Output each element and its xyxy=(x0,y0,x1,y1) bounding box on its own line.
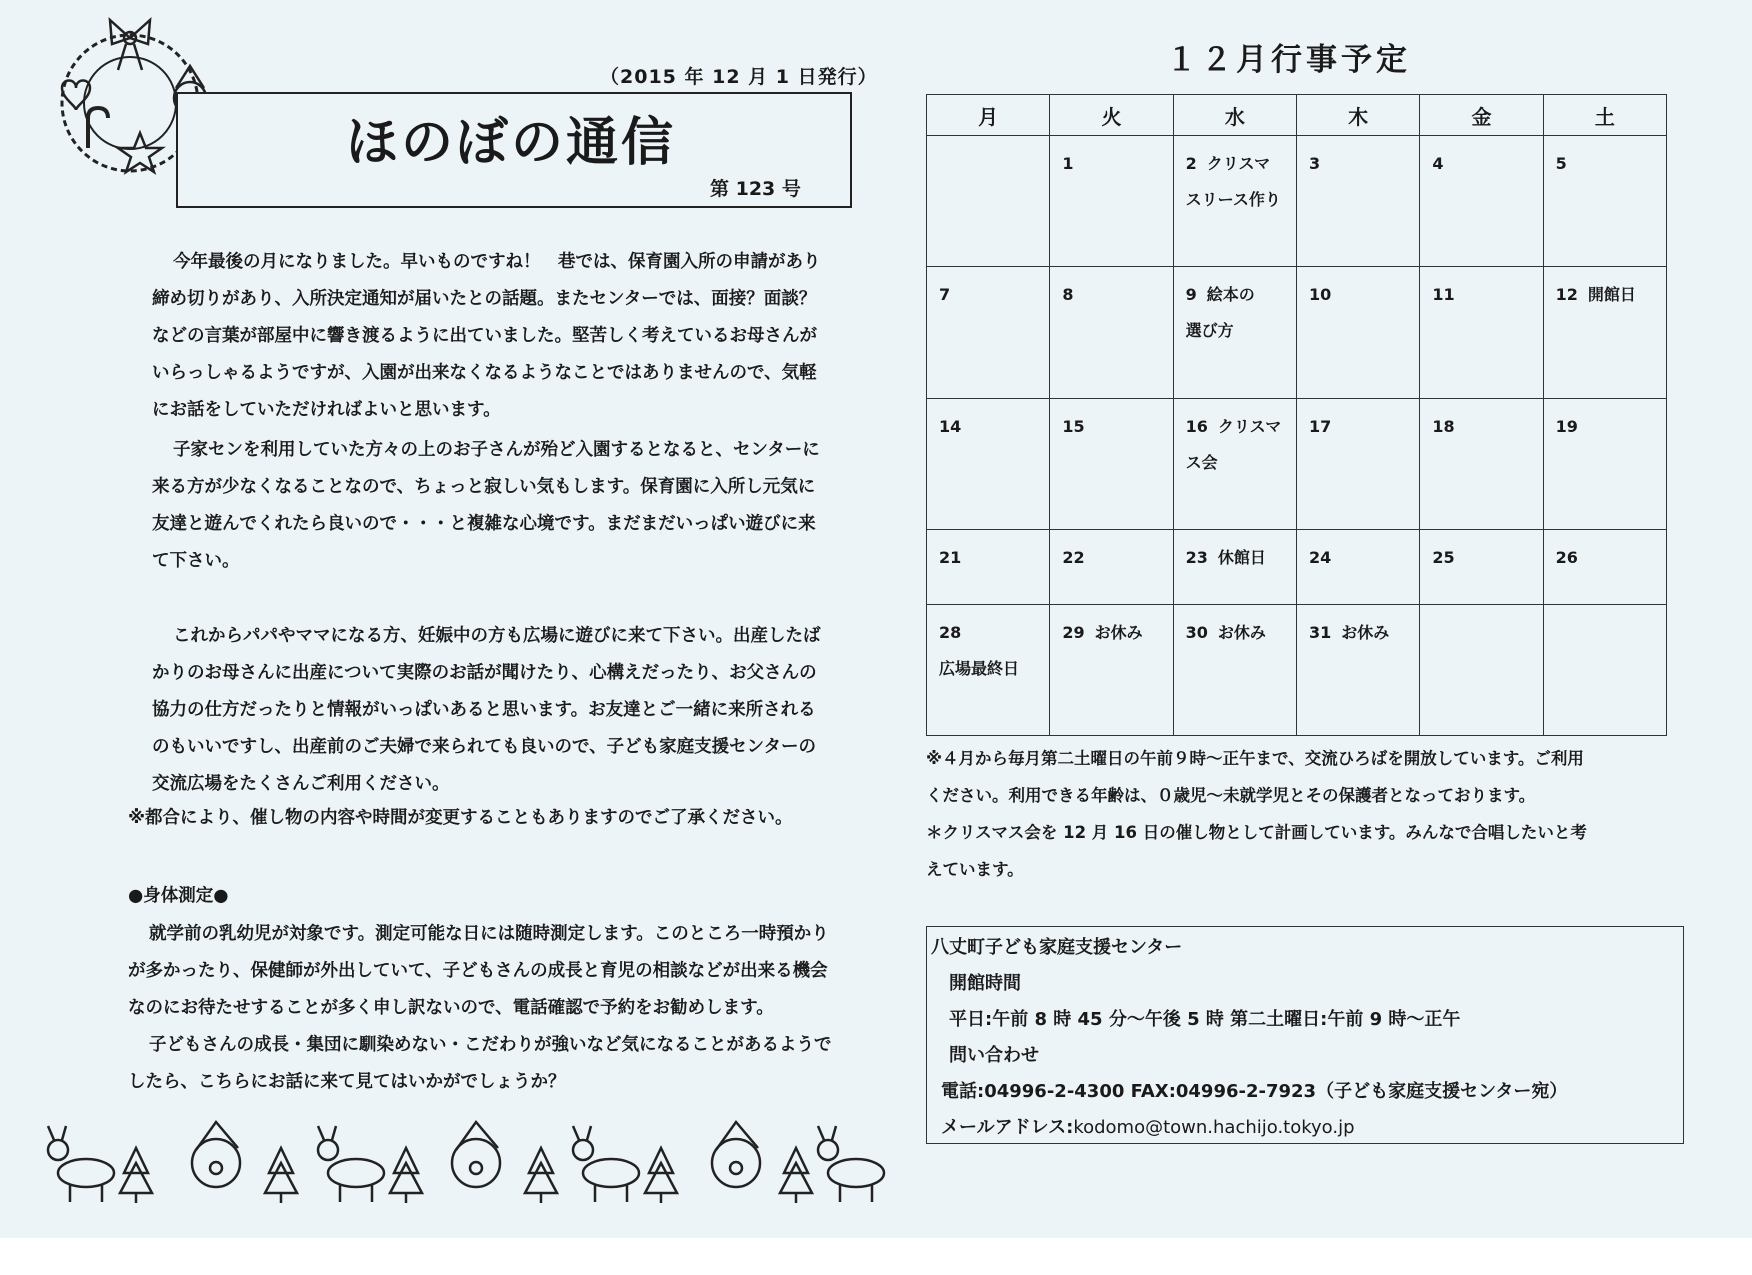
day-number-text: 2 xyxy=(1185,154,1197,173)
text-line: 友達と遊んでくれたら良いので・・・と複雑な心境です。まだまだいっぱい遊びに来 xyxy=(152,514,816,534)
calendar-day-cell xyxy=(1050,267,1173,398)
day-number-text: 10 xyxy=(1308,285,1332,305)
day-number xyxy=(1556,409,1666,445)
day-number-text: 23 xyxy=(1185,548,1208,568)
event-calendar xyxy=(926,94,1667,736)
day-number xyxy=(939,277,1049,313)
day-number xyxy=(1432,409,1542,445)
inquiry-heading: 問い合わせ xyxy=(949,1045,1039,1066)
day-number-text: 31 xyxy=(1308,622,1332,642)
calendar-day-cell xyxy=(1543,398,1666,529)
weekday-header: 火 xyxy=(1050,95,1173,136)
day-number xyxy=(1309,540,1419,576)
santa-icon xyxy=(452,1122,500,1187)
calendar-day-cell xyxy=(927,530,1050,604)
day-number-text: 3 xyxy=(1308,154,1321,173)
calendar-day-cell xyxy=(1543,136,1666,267)
day-number xyxy=(1309,409,1419,445)
day-number-text: 16 xyxy=(1185,416,1208,436)
day-number-text: 22 xyxy=(1062,548,1085,568)
day-number xyxy=(1432,146,1542,182)
day-number-text: 12 xyxy=(1555,285,1578,305)
day-number xyxy=(1062,409,1172,445)
day-number xyxy=(939,409,1049,445)
event-label: お休み xyxy=(1341,622,1390,642)
calendar-day-cell xyxy=(1543,267,1666,398)
event-label-line2: スリース作り xyxy=(1185,190,1281,209)
day-number-text: 7 xyxy=(939,285,951,305)
weekday-header: 月 xyxy=(927,95,1050,136)
weekday-header: 水 xyxy=(1173,95,1296,136)
day-number-text: 8 xyxy=(1062,285,1074,305)
calendar-body xyxy=(927,136,1667,736)
day-number-text: 1 xyxy=(1062,154,1074,173)
calendar-week-row xyxy=(927,604,1667,735)
paragraph-1 xyxy=(152,244,868,429)
day-number xyxy=(939,540,1049,576)
tree-icon xyxy=(120,1148,152,1203)
text-line: 来る方が少なくなることなので、ちょっと寂しい気もします。保育園に入所し元気に xyxy=(152,477,816,497)
santa-icon xyxy=(192,1122,240,1187)
text-line: 子家センを利用していた方々の上のお子さんが殆ど入園するとなると、センターに xyxy=(173,440,820,460)
event-label-line2: 広場最終日 xyxy=(939,658,1020,678)
event-label: 絵本の xyxy=(1206,285,1255,305)
calendar-day-cell xyxy=(927,136,1050,267)
contact-box xyxy=(926,926,1684,1144)
day-number-text: 18 xyxy=(1432,416,1455,436)
paragraph-2 xyxy=(152,432,868,580)
weekday-header: 金 xyxy=(1420,95,1543,136)
text-line: にお話をしていただければよいと思います。 xyxy=(152,400,501,420)
calendar-week-row xyxy=(927,398,1667,529)
scan-margin xyxy=(0,1238,1752,1275)
paragraph-body-measurement xyxy=(128,916,870,1101)
day-number xyxy=(1309,146,1419,182)
weekday-header-row xyxy=(927,95,1667,136)
santa-icon xyxy=(712,1122,760,1187)
tree-icon xyxy=(265,1148,297,1203)
calendar-day-cell xyxy=(1296,267,1419,398)
calendar-day-cell xyxy=(1050,604,1173,735)
calendar-week-row xyxy=(927,267,1667,398)
event-label: 開館日 xyxy=(1587,285,1636,305)
day-number-text: 9 xyxy=(1185,285,1197,305)
day-number xyxy=(1309,615,1419,651)
weekday-header: 土 xyxy=(1543,95,1666,136)
day-number xyxy=(1062,615,1172,651)
calendar-title: １２月行事予定 xyxy=(1166,42,1411,78)
text-line: のもいいですし、出産前のご夫婦で来られても良いので、子ども家庭支援センターの xyxy=(152,737,816,757)
phone-fax: 電話:04996-2-4300 FAX:04996-2-7923（子ども家庭支援センター宛） xyxy=(941,1081,1568,1102)
day-number xyxy=(1186,540,1296,576)
tree-icon xyxy=(780,1148,812,1203)
calendar-day-cell xyxy=(1173,267,1296,398)
text-line: が多かったり、保健師が外出していて、子どもさんの成長と育児の相談などが出来る機会 xyxy=(128,961,828,981)
text-line: いらっしゃるようですが、入園が出来なくなるようなことではありませんので、気軽 xyxy=(152,363,817,383)
event-label-line2: ス会 xyxy=(1185,452,1218,472)
email-label: メールアドレス: xyxy=(941,1117,1074,1138)
paragraph-3 xyxy=(152,618,868,803)
event-label: お休み xyxy=(1094,622,1143,642)
event-label: クリスマ xyxy=(1206,154,1271,173)
calendar-day-cell xyxy=(1296,530,1419,604)
calendar-day-cell xyxy=(1296,398,1419,529)
calendar-day-cell xyxy=(1173,136,1296,267)
day-number xyxy=(1556,540,1666,576)
note-line: えています。 xyxy=(926,860,1024,879)
day-number xyxy=(939,615,1049,651)
day-number-text: 5 xyxy=(1555,154,1567,173)
day-number-text: 26 xyxy=(1555,548,1578,568)
day-number xyxy=(1556,146,1666,182)
day-number xyxy=(1186,277,1296,313)
text-line: 今年最後の月になりました。早いものですね！ 巷では、保育園入所の申請があり xyxy=(173,252,821,272)
calendar-day-cell xyxy=(927,604,1050,735)
calendar-day-cell xyxy=(1420,398,1543,529)
text-line: 子どもさんの成長・集団に馴染めない・こだわりが強いなど気になることがあるようで xyxy=(149,1035,832,1055)
text-line: などの言葉が部屋中に響き渡るように出ていました。堅苦しく考えているお母さんが xyxy=(152,326,817,346)
day-number-text: 28 xyxy=(939,622,962,642)
calendar-day-cell xyxy=(1420,267,1543,398)
tree-icon xyxy=(525,1148,557,1203)
calendar-week-row xyxy=(927,136,1667,267)
calendar-day-cell xyxy=(1050,136,1173,267)
day-number-text: 14 xyxy=(939,416,962,436)
day-number xyxy=(1432,540,1542,576)
section-title: ●身体測定● xyxy=(128,886,229,906)
day-number xyxy=(1062,146,1172,182)
text-line: 就学前の乳幼児が対象です。測定可能な日には随時測定します。このところ一時預かり xyxy=(149,924,829,944)
center-name: 八丈町子ども家庭支援センター xyxy=(931,937,1183,958)
calendar-notes xyxy=(926,740,1674,888)
text-line: かりのお母さんに出産について実際のお話が聞けたり、心構えだったり、お父さんの xyxy=(152,663,817,683)
reindeer-icon xyxy=(48,1126,114,1202)
issue-date: （2015 年 12 月 1 日発行） xyxy=(600,66,878,88)
event-label-line2: 選び方 xyxy=(1185,321,1234,341)
day-number-text: 30 xyxy=(1185,622,1208,642)
calendar-day-cell xyxy=(1173,604,1296,735)
day-number xyxy=(1432,277,1542,313)
day-number-text: 25 xyxy=(1432,548,1455,568)
calendar-day-cell xyxy=(1420,530,1543,604)
issue-number: 第 123 号 xyxy=(710,178,801,200)
day-number-text: 15 xyxy=(1062,416,1085,436)
calendar-day-cell xyxy=(1050,398,1173,529)
day-number xyxy=(1186,146,1296,182)
change-note: ※都合により、催し物の内容や時間が変更することもありますのでご了承ください。 xyxy=(128,808,793,828)
text-line: 交流広場をたくさんご利用ください。 xyxy=(152,774,450,794)
calendar-day-cell xyxy=(1296,604,1419,735)
calendar-day-cell xyxy=(1173,530,1296,604)
reindeer-icon xyxy=(573,1126,639,1202)
day-number xyxy=(1062,277,1172,313)
event-label: 休館日 xyxy=(1217,548,1266,568)
weekday-header: 木 xyxy=(1296,95,1419,136)
text-line: なのにお待たせすることが多く申し訳ないので、電話確認で予約をお勧めします。 xyxy=(128,998,774,1018)
note-line: ください。利用できる年齢は、０歳児～未就学児とその保護者となっております。 xyxy=(926,786,1536,805)
text-line: したら、こちらにお話に来て見てはいかがでしょうか？ xyxy=(128,1072,566,1092)
event-label: クリスマ xyxy=(1217,416,1282,436)
calendar-day-cell xyxy=(927,398,1050,529)
hours-heading: 開館時間 xyxy=(949,973,1021,994)
calendar-day-cell xyxy=(1173,398,1296,529)
day-number xyxy=(1186,615,1296,651)
day-number-text: 24 xyxy=(1308,548,1332,568)
day-number-text: 21 xyxy=(939,548,962,568)
calendar-day-cell xyxy=(1543,604,1666,735)
event-label: お休み xyxy=(1217,622,1266,642)
day-number-text: 17 xyxy=(1308,416,1332,436)
opening-hours: 平日:午前 8 時 45 分～午後 5 時 第二土曜日:午前 9 時～正午 xyxy=(949,1009,1461,1030)
email-address[interactable]: kodomo@town.hachijo.tokyo.jp xyxy=(1073,1117,1355,1138)
day-number xyxy=(1556,615,1666,651)
text-line: これからパパやママになる方、妊娠中の方も広場に遊びに来て下さい。出産したば xyxy=(173,626,821,646)
text-line: て下さい。 xyxy=(152,551,240,571)
note-line: ※４月から毎月第二土曜日の午前９時～正午まで、交流ひろばを開放しています。ご利用 xyxy=(926,749,1584,768)
day-number-text: 29 xyxy=(1062,622,1085,642)
note-line: ＊クリスマス会を 12 月 16 日の催し物として計画しています。みんなで合唱したいと考 xyxy=(926,823,1587,842)
calendar-day-cell xyxy=(1420,604,1543,735)
calendar-week-row xyxy=(927,530,1667,604)
reindeer-icon xyxy=(318,1126,384,1202)
calendar-day-cell xyxy=(927,267,1050,398)
day-number-text: 11 xyxy=(1432,285,1455,305)
calendar-day-cell xyxy=(1543,530,1666,604)
day-number xyxy=(1062,540,1172,576)
title-box xyxy=(176,92,852,208)
day-number xyxy=(1186,409,1296,445)
day-number xyxy=(939,146,1049,182)
day-number xyxy=(1309,277,1419,313)
calendar-day-cell xyxy=(1296,136,1419,267)
tree-icon xyxy=(390,1148,422,1203)
calendar-day-cell xyxy=(1420,136,1543,267)
newsletter-title: ほのぼの通信 xyxy=(346,113,677,173)
day-number-text: 19 xyxy=(1555,416,1578,436)
christmas-border-illustration xyxy=(36,1118,896,1208)
email-row xyxy=(941,1113,1355,1139)
text-line: 協力の仕方だったりと情報がいっぱいあると思います。お友達とご一緒に来所される xyxy=(152,700,816,720)
calendar-day-cell xyxy=(1050,530,1173,604)
day-number xyxy=(1432,615,1542,651)
reindeer-icon xyxy=(818,1126,884,1202)
day-number xyxy=(1556,277,1666,313)
day-number-text: 4 xyxy=(1432,154,1444,173)
tree-icon xyxy=(645,1148,677,1203)
text-line: 締め切りがあり、入所決定通知が届いたとの話題。またセンターでは、面接？面談？ xyxy=(152,289,817,309)
